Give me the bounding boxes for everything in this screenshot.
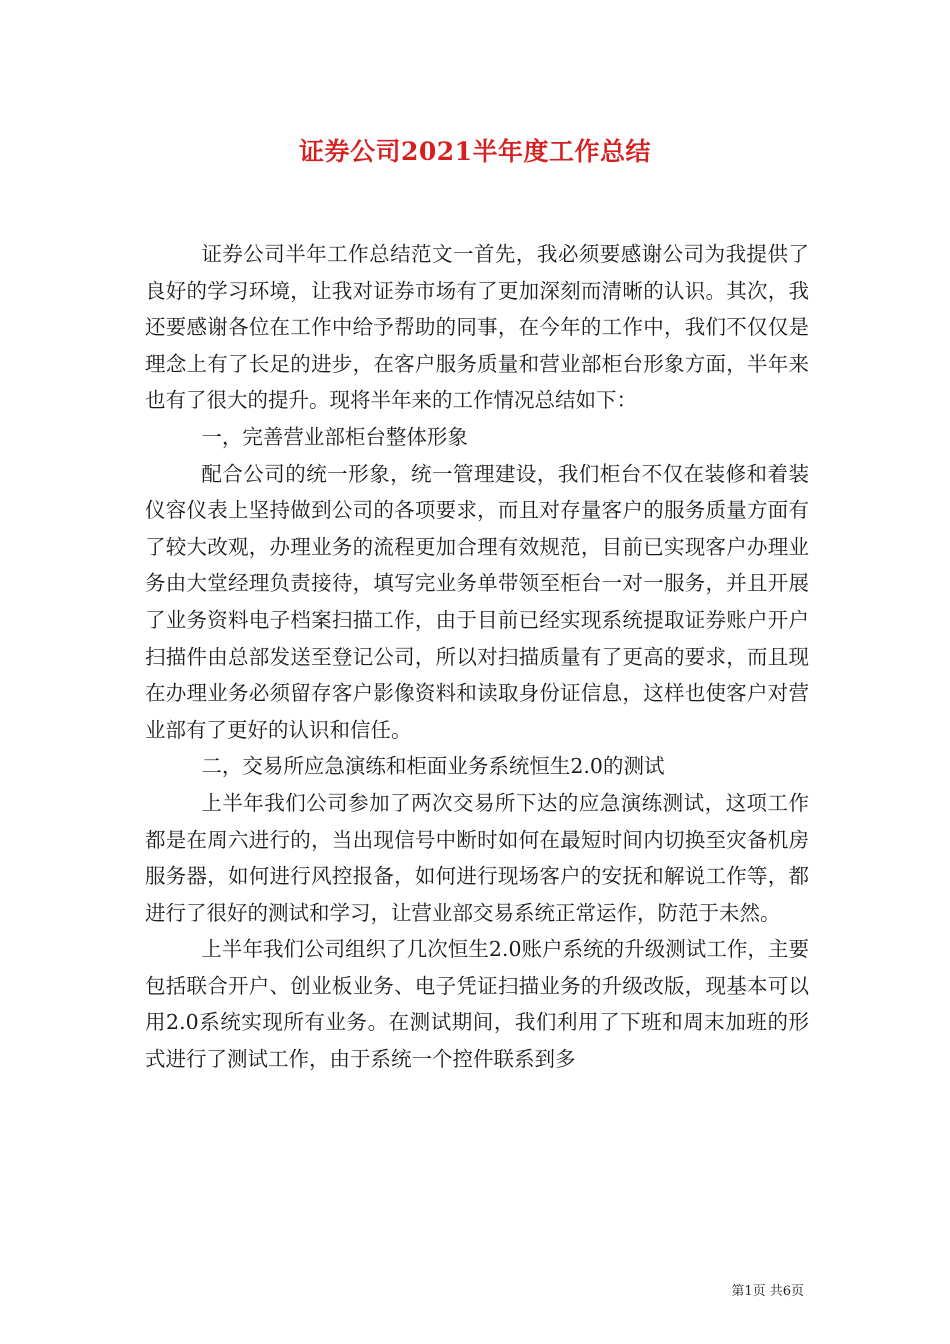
section-heading-2: 二，交易所应急演练和柜面业务系统恒生2.0的测试: [201, 754, 665, 779]
paragraph-intro: 证券公司半年工作总结范文一首先，我必须要感谢公司为我提供了良好的学习环境，让我对证券市场有了更加深刻而清晰的认识。其次，我还要感谢各位在工作中给予帮助的同事，在今年的工作中，我们不仅仅是理念上有了长足的进步，在客户服务质量和营业部柜台形象方面，半年来也有了很大的提升。现将半年来的工作情况总结如下：: [145, 242, 809, 413]
section-heading-1: 一，完善营业部柜台整体形象: [201, 424, 468, 449]
paragraph-section-2b: 上半年我们公司组织了几次恒生2.0账户系统的升级测试工作，主要包括联合开户、创业板业务、电子凭证扫描业务的升级改版，现基本可以用2.0系统实现所有业务。在测试期间，我们利用了下班和周末加班的形式进行了测试工作，由于系统一个控件联系到多: [145, 937, 809, 1072]
paragraph-section-1: 配合公司的统一形象，统一管理建设，我们柜台不仅在装修和着装仪容仪表上坚持做到公司的各项要求，而且对存量客户的服务质量方面有了较大改观，办理业务的流程更加合理有效规范，目前已实现客户办理业务由大堂经理负责接待，填写完业务单带领至柜台一对一服务，并且开展了业务资料电子档案扫描工作，由于目前已经实现系统提取证券账户开户扫描件由总部发送至登记公司，所以对扫描质量有了更高的要求，而且现在办理业务必须留存客户影像资料和读取身份证信息，这样也使客户对营业部有了更好的认识和信任。: [145, 461, 809, 742]
document-title: 证券公司2021半年度工作总结: [298, 137, 652, 166]
document-body: [145, 236, 809, 1078]
paragraph-section-2a: 上半年我们公司参加了两次交易所下达的应急演练测试，这项工作都是在周六进行的，当出现信号中断时如何在最短时间内切换至灾备机房服务器，如何进行风控报备，如何进行现场客户的安抚和解说工作等，都进行了很好的测试和学习，让营业部交易系统正常运作，防范于未然。: [145, 790, 809, 925]
page-number: 第1页 共6页: [731, 1284, 804, 1299]
